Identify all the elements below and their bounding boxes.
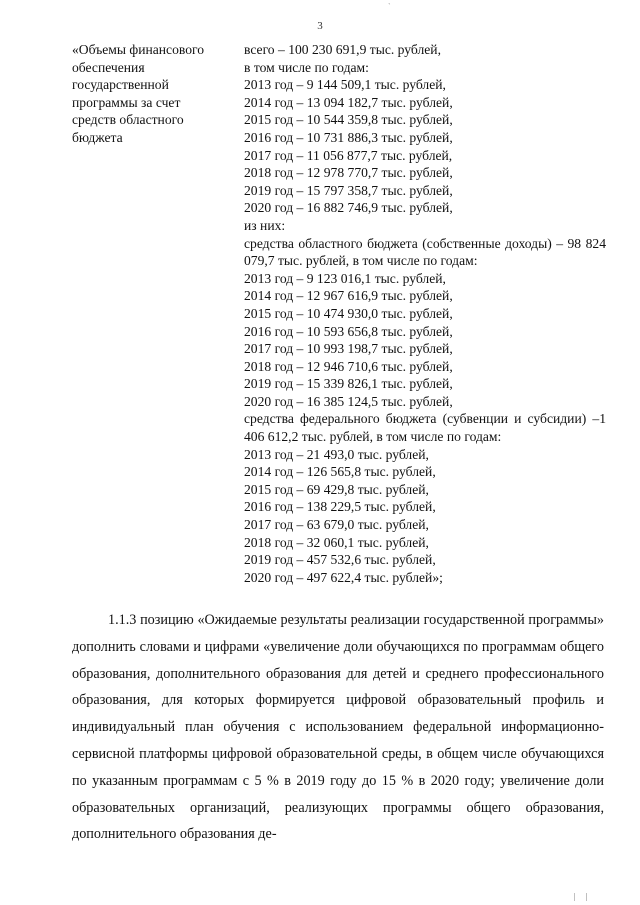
year-line: 2017 год – 11 056 877,7 тыс. рублей,	[244, 147, 453, 163]
total-years-list	[244, 76, 606, 217]
year-line: 2017 год – 10 993 198,7 тыс. рублей,	[244, 341, 453, 357]
scan-mark-top: `	[388, 2, 391, 11]
page-number: 3	[317, 20, 323, 32]
year-line: 2017 год – 63 679,0 тыс. рублей,	[244, 517, 429, 533]
year-line: 2014 год – 12 967 616,9 тыс. рублей,	[244, 288, 453, 304]
total-by-years-label: в том числе по годам:	[244, 59, 369, 75]
year-line: 2013 год – 9 144 509,1 тыс. рублей,	[244, 77, 446, 93]
program-table	[72, 41, 612, 586]
year-line: 2016 год – 10 731 886,3 тыс. рублей,	[244, 129, 453, 145]
year-line: 2013 год – 9 123 016,1 тыс. рублей,	[244, 270, 446, 286]
federal-years-list	[244, 446, 606, 587]
table-left-cell: «Объемы финансового обеспечения государственной программы за счет средств областного бюджета	[72, 42, 205, 145]
scan-mark-bottom: | |	[574, 892, 592, 901]
amendment-paragraph: 1.1.3 позицию «Ожидаемые результаты реализации государственной программы» дополнить словами и цифрами «увеличение доли обучающихся по программам общего образования, дополнительного образования для детей и среднего профессионального образования, для которых формируется цифровой образовательный профиль и индивидуальный план обучения с использованием федеральной информационно-сервисной платформы цифровой образовательной среды, в общем числе обучающихся по указанным программам с 5 % в 2019 году до 15 % в 2020 году; увеличение доли образовательных организаций, реализующих программы общего образования, дополнительного образования де-	[72, 612, 604, 843]
year-line: 2015 год – 10 474 930,0 тыс. рублей,	[244, 305, 453, 321]
table-right-cell	[244, 41, 606, 586]
year-line: 2020 год – 16 882 746,9 тыс. рублей,	[244, 200, 453, 216]
year-line: 2020 год – 16 385 124,5 тыс. рублей,	[244, 393, 453, 409]
year-line: 2019 год – 457 532,6 тыс. рублей,	[244, 552, 436, 568]
year-line: 2014 год – 126 565,8 тыс. рублей,	[244, 464, 436, 480]
year-line: 2016 год – 138 229,5 тыс. рублей,	[244, 499, 436, 515]
year-line: 2018 год – 32 060,1 тыс. рублей,	[244, 534, 429, 550]
year-line: 2019 год – 15 797 358,7 тыс. рублей,	[244, 182, 453, 198]
year-line: 2018 год – 12 946 710,6 тыс. рублей,	[244, 358, 453, 374]
regional-header: средства областного бюджета (собственные доходы) – 98 824 079,7 тыс. рублей, в том числе по годам:	[244, 235, 606, 269]
year-line: 2015 год – 69 429,8 тыс. рублей,	[244, 481, 429, 497]
year-line: 2019 год – 15 339 826,1 тыс. рублей,	[244, 376, 453, 392]
year-line: 2018 год – 12 978 770,7 тыс. рублей,	[244, 165, 453, 181]
amendment-paragraph-block	[72, 607, 604, 848]
year-line: 2020 год – 497 622,4 тыс. рублей»;	[244, 569, 443, 585]
of-them-label: из них:	[244, 217, 286, 233]
year-line: 2014 год – 13 094 182,7 тыс. рублей,	[244, 94, 453, 110]
federal-header: средства федерального бюджета (субвенции и субсидии) –1 406 612,2 тыс. рублей, в том числе по годам:	[244, 411, 606, 445]
year-line: 2016 год – 10 593 656,8 тыс. рублей,	[244, 323, 453, 339]
regional-years-list	[244, 270, 606, 411]
year-line: 2013 год – 21 493,0 тыс. рублей,	[244, 446, 429, 462]
year-line: 2015 год – 10 544 359,8 тыс. рублей,	[244, 112, 453, 128]
total-header: всего – 100 230 691,9 тыс. рублей,	[244, 42, 441, 57]
